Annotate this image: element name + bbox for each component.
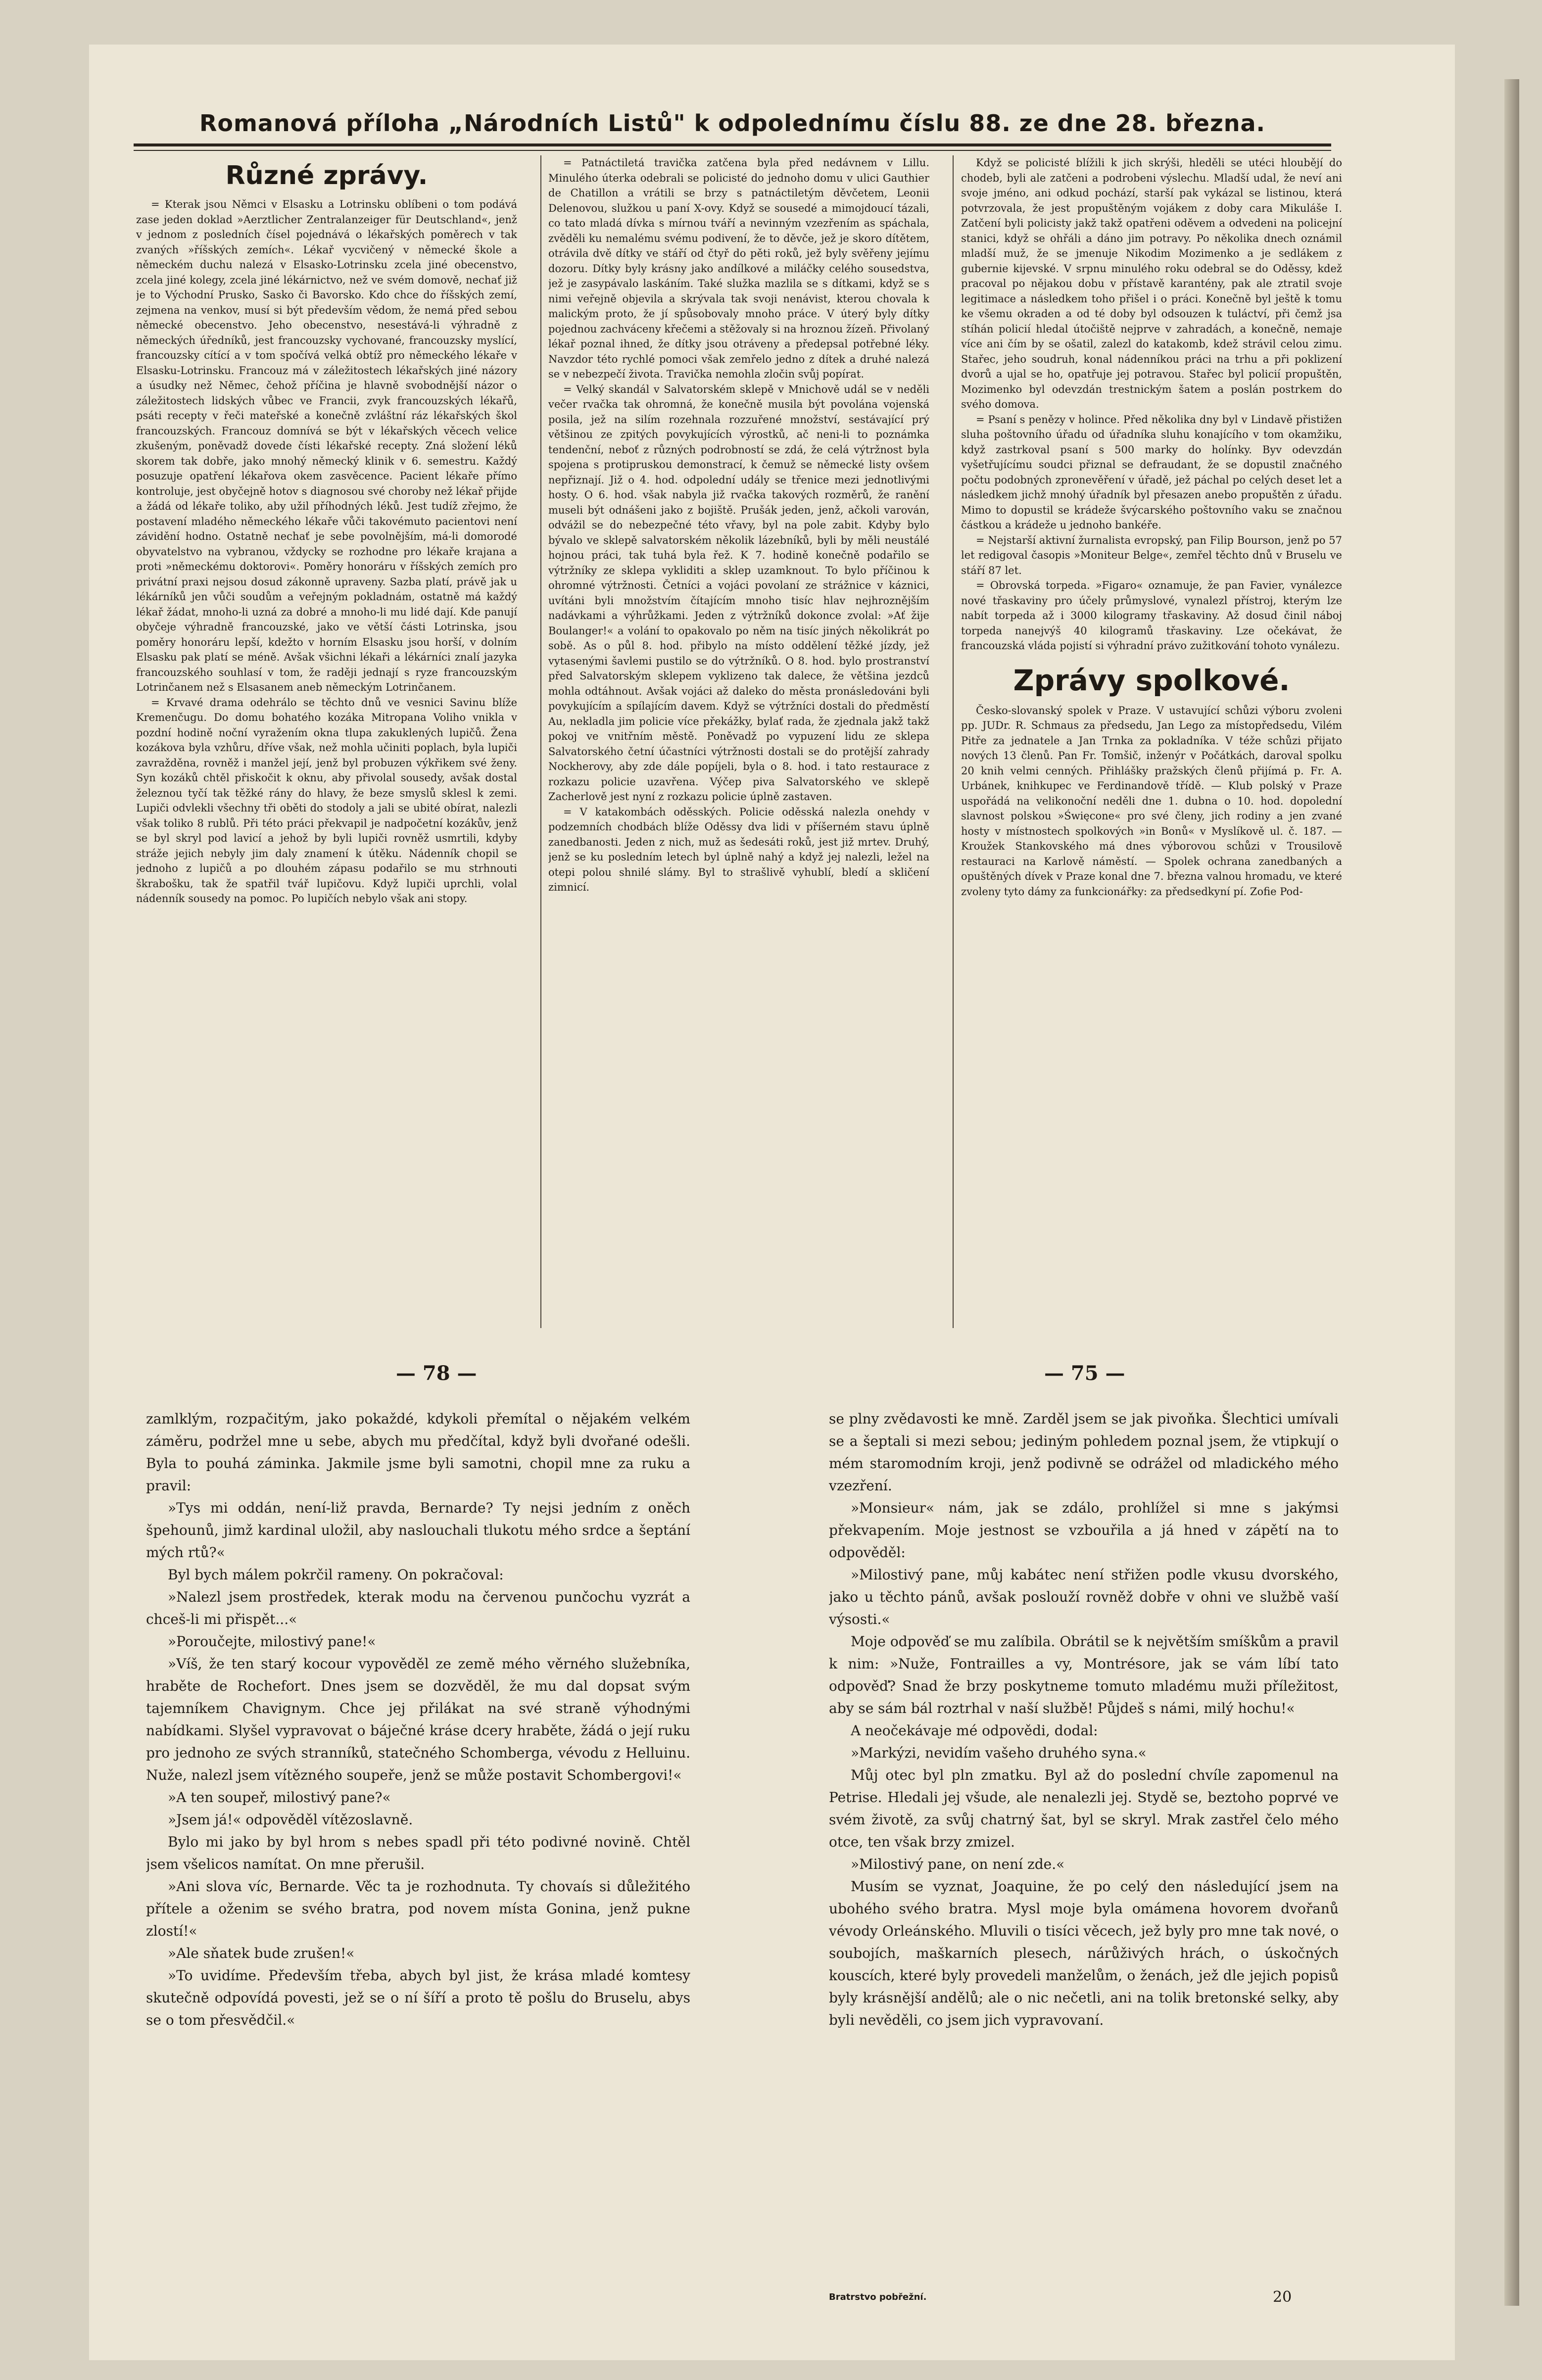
article: Když se policisté blížili k jich skrýši, hleděli se utéci hloubějí do chodeb, byli ale zatčeni a podrobeni výslechu. Mladší udal, že neví ani svoje jméno, ani odkud pochází, starší pak vykázal se listinou, která potvrzovala, že jest propuštěným vojákem z doby cara Mikuláše I. Zatčení byli policisty jakž takž opatřeni oděvem a odvedeni na policejní stanici, když se ohřáli a dáno jim potravy. Po několika dnech oznámil mladší muž, že se jmenuje Nikodim Mozimenko a je sedlákem z gubernie kijevské. V srpnu minulého roku odebral se do Oděssy, kdež pracoval po nějakou dobu v přístavě karantény, pak ale ztratil svoje legitimace a následkem toho přišel i o práci. Konečně byl ještě k tomu ke všemu okraden a od té doby byl odsouzen k tuláctví, při čemž jsa stíhán policií hledal útočiště nejprve v zahradách, a konečně, nemaje více ani čím by se ošatil, zalezl do katakomb, kdež strávil celou zimu. Stařec, jeho soudruh, konal nádenníkou práci na trhu a při poklizení dvorů a ujal se ho, opatřuje jej potravou. Stařec byl policií propuštěn, Mozimenko byl odevzdán trestnickým šatem a poslán postrkem do svého domova. — [961, 157, 1342, 410]
paragraph: Moje odpověď se mu zalíbila. Obrátil se k největším smíškům a pravil k nim: »Nuže, Fontrailles a vy, Montrésore, jak se vám líbí tato odpověď? Snad že brzy poskytneme tomuto mladému muži příležitost, aby se sám bál roztrhal v naší službě! Půjdeš s námi, milý hochu!« — [829, 1633, 1339, 1716]
paragraph: »Tys mi oddán, není-liž pravda, Bernarde? Ty nejsi jedním z oněch špehounů, jimž kardinal uložil, aby naslouchali tlukotu mého srdce a šeptání mých rtů?« — [146, 1500, 690, 1561]
article: = Velký skandál v Salvatorském sklepě v Mnichově udál se v neděli večer rvačka tak ohromná, že konečně musila být povolána vojenská posila, jež na silím rozehnala rozzuřené množství, sestávající prý většinou ze zpitých povykujících výrostků, ač neni-li to poznámka tendenční, neboť z různých podrobností se zdá, že celá výtržnost byla spojena s protipruskou demonstrací, k čemuž se německé listy ovšem nepřiznají. Již o 4. hod. odpolední udály se třenice mezi jednotlivými hosty. O 6. hod. však nabyla již rvačka takových rozměrů, že ranění museli být odnášeni jako z bojiště. Prušák jeden, jenž, ačkoli varován, odvážil se do nebezpečné této vřavy, byl na pole zabit. Kdyby bylo bývalo ve sklepě salvatorském několik lázebníků, byli by měli neustálé hojnou práci, tak tuhá byla řež. K 7. hodině konečně podařilo se výtržníky ze sklepa vykliditi a sklep uzamknout. To bylo příčinou k ohromné výtržnosti. Četníci a vojáci povolaní ze strážnice v káznici, uvítáni byli množstvím čítajícím mnoho tisíc hlav nejhroznějším nadávkami a výhrůžkami. Jeden z výtržníků dokonce zvolal: »Ať žije Boulanger!« a volání to opakovalo po něm na tisíc jiných několikrát po sobě. As o půl 8. hod. přibylo na místo oddělení těžké jízdy, jež vytasenými šavlemi pustilo se do výtržníků. O 8. hod. bylo prostranství před Salvatorským sklepem vyklizeno tak dalece, že většina jezdců mohla odtáhnout. Avšak vojáci až daleko do města pronásledováni byli povykujícím a spílajícím davem. Když se výtržníci dostali do předměstí Au, nekladla jim policie více překážky, bylať rada, že zjednala jakž takž pokoj ve vnitřním městě. Poněvadž po vypuzení lidu ze sklepa Salvatorského četní účastníci výtržnosti dostali se do protější zahrady Nockherovy, aby zde dále popíjeli, byla o 8. hod. i tato restaurace z rozkazu policie uzavřena. Výčep piva Salvatorského ve sklepě Zacherlově jest nyní z rozkazu policie úplně zastaven. — [548, 383, 929, 803]
paragraph: zamlklým, rozpačitým, jako pokaždé, kdykoli přemítal o nějakém velkém záměru, podržel mne u sebe, abych mu předčítal, když byli dvořané odešli. Byla to pouhá záminka. Jakmile jsme byli samotni, chopil mne za ruku a pravil: — [146, 1411, 690, 1494]
binding-edge — [1504, 79, 1519, 2306]
column-2 — [548, 155, 929, 1328]
paragraph: Můj otec byl pln zmatku. Byl až do poslední chvíle zapomenul na Petrise. Hledali jej všude, ale nenalezli jej. Stydě se, beztoho poprvé ve svém životě, za svůj chatrný šat, byl se skryl. Mrak zastřel čelo mého otce, ten však brzy zmizel. — [829, 1767, 1339, 1850]
paragraph: »Milostivý pane, můj kabátec není střižen podle vkusu dvorského, jako u těchto pánů, avšak poslouží rovněž dobře v ohni ve službě vaší výsosti.« — [829, 1567, 1339, 1627]
footer-title: Bratrstvo pobřežní. — [829, 2292, 927, 2302]
page-number-left: — 78 — — [396, 1362, 477, 1385]
section-title-ruzne: Různé zprávy. — [225, 161, 428, 190]
paragraph: »Víš, že ten starý kocour vypověděl ze země mého věrného služebníka, hraběte de Rochefort. Dnes jsem se dozvěděl, že mu dal dopsat svým tajemníkem Chavignym. Chce jej přilákat na své straně výhodnými nabídkami. Slyšel vypravovat o báječné kráse dcery hraběte, žádá o její ruku pro jednoho ze svých stranníků, statečného Schomberga, vévodu z Helluinu. Nuže, nalezl jsem vítězného soupeře, jenž se může postavit Schombergovi!« — [146, 1656, 690, 1783]
masthead-rule-thin — [134, 150, 1331, 151]
column-3 — [961, 155, 1342, 1328]
paragraph: »Markýzi, nevidím vašeho druhého syna.« — [851, 1745, 1147, 1761]
masthead: Romanová příloha „Národních Listů" k odpolednímu číslu 88. ze dne 28. března. — [199, 110, 1266, 137]
column-divider — [953, 155, 954, 1328]
article: = Patnáctiletá travička zatčena byla před nedávnem v Lillu. Minulého úterka odebrali se policisté do jednoho domu v ulici Gauthier de Chatillon a vrátili se brzy s patnáctiletým děvčetem, Leonii Delenovou, služkou u paní X-ovy. Když se sousedé a mimojdoucí tázali, co tato mladá dívka s mírnou tváří a nevinným vzezřením as spáchala, zvěděli ku nemalému svému podivení, že to děvče, jež je skoro dítětem, otrávila dvě dítky ve stáří od čtyř do pěti roků, jež byly svěřeny jejímu dozoru. Dítky byly krásny jako andílkové a miláčky celého sousedstva, jež je zasypávalo laskáním. Také služka mazlila se s dítkami, když se s nimi veřejně objevila a skrývala tak svoji nenávist, kterou chovala k malickým proto, že jí spůsobovaly mnoho práce. V úterý byly dítky pojednou zachváceny křečemi a stěžovaly si na hroznou žízeň. Přivolaný lékař poznal ihned, že dítky jsou otráveny a předepsal potřebné léky. Navzdor této rychlé pomoci však zemřelo jedno z dítek a druhé nalezá se v nebezpečí života. Travička nemohla zločin svůj popírat. — [548, 157, 929, 380]
paragraph: »Ani slova víc, Bernarde. Věc ta je rozhodnuta. Ty chovaís si důležitého přítele a oženim se svého bratra, pod novem místa Gonina, jenž pukne zlostí!« — [146, 1878, 690, 1939]
paragraph: »Poroučejte, milostivý pane!« — [168, 1633, 376, 1650]
paragraph: »Nalezl jsem prostředek, kterak modu na červenou punčochu vyzrát a chceš-li mi přispět...« — [146, 1589, 690, 1627]
article: = V katakombách oděsských. Policie oděsská nalezla onehdy v podzemních chodbách blíže Oděssy dva lidi v příšerném stavu úplně zanedbanosti. Jeden z nich, muž as šedesáti roků, jest již mrtev. Druhý, jenž se ku posledním letech byl úplně nahý a když jej nalezli, ležel na otepi polou shnilé slámy. Byl to strašlivě vyhublí, bledí a skličení zimnicí. — [548, 806, 929, 893]
paragraph: »A ten soupeř, milostivý pane?« — [168, 1789, 391, 1806]
paragraph: A neočekávaje mé odpovědi, dodal: — [851, 1722, 1098, 1739]
paragraph: »To uvidíme. Především třeba, abych byl jist, že krása mladé komtesy skutečně odpovídá povesti, jež se o ní šíří a proto tě pošlu do Bruselu, abys se o tom přesvědčil.« — [146, 1967, 690, 2028]
paragraph: »Ale sňatek bude zrušen!« — [168, 1945, 355, 1961]
footer-sheet-number: 20 — [1273, 2288, 1292, 2306]
article: = Psaní s penězy v holince. Před několika dny byl v Lindavě přistižen sluha poštovního úřadu od úřadníka sluhu konajícího v tom okamžiku, když zastrkoval psaní s 500 marky do holínky. Byv odevzdán vyšetřujícímu soudci přiznal se defraudant, že se dopustil značného počtu podobných zpronevěření v úřadě, jež páchal po celých deset let a následkem jichž mnohý úřadník byl přesazen anebo propuštěn z úřadu. Mimo to dopustil se krádeže švýcarského poštovního vaku se značnou částkou a krádeže u jednoho bankéře. — [961, 413, 1342, 531]
page-number-right: — 75 — — [1044, 1362, 1125, 1385]
masthead-rule — [134, 143, 1331, 146]
article: Česko-slovanský spolek v Praze. V ustavující schůzi výboru zvoleni pp. JUDr. R. Schmaus za předsedu, Jan Lego za místopředsedu, Vilém Pitře za jednatele a Jan Trnka za pokladníka. V téže schůzi přijato nových 13 členů. Pan Fr. Tomšič, inženýr v Počátkách, daroval spolku 20 knih velmi cenných. Přihlášky pražských členů přijímá p. Fr. A. Urbánek, knihkupec ve Ferdinandově třídě. — Klub polský v Praze uspořádá na velikonoční neděli dne 1. dubna o 10. hod. dopolední slavnost polskou »Święcone« pro své členy, jich rodiny a jen zvané hosty v místnostech spolkových »in Bonů« v Myslíkově ul. č. 187. — Kroužek Stankovského má dnes výborovou schůzi v Trousilově restauraci na Karlově náměstí. — Spolek ochrana zanedbaných a opuštěných dívek v Praze konal dne 7. března valnou hromadu, ve které zvoleny tyto dámy za funkcionářky: za předsedkyní pí. Zofie Pod- — [961, 704, 1342, 898]
section-title-spolkove: Zprávy spolkové. — [1013, 663, 1290, 697]
paragraph: Musím se vyznat, Joaquine, že po celý den následující jsem na ubohého svého bratra. Mysl moje byla omámena hovorem dvořanů vévody Orleánského. Mluvili o tisíci věcech, jež byly pro mne tak nové, o soubojích, maškarních plesech, nárůživých hrách, o úskočných kouscích, které byly provedeli manželům, o ženách, jež dle jejich popisů byly krásnější andělů; ale o nic nečetli, ani na tolik bretonské selky, aby byli nevěděli, co jsem jich vypravovaní. — [829, 1878, 1339, 2028]
article: = Krvavé drama odehrálo se těchto dnů ve vesnici Savinu blíže Kremenčugu. Do domu bohatého kozáka Mitropana Voliho vnikla v pozdní hodině noční vyražením okna tlupa zakuklených lupičů. Žena kozákova byla vzhůru, dříve však, než mohla učiniti poplach, byla lupiči zavražděna, rovněž i manžel její, jenž byl probuzen výkřikem své ženy. Syn kozáků chtěl přiskočit k oknu, aby přivolal sousedy, avšak dostal železnou tyčí tak těžké rány do hlavy, že beze smyslů sklesl k zemi. Lupiči odvlekli všechny tři oběti do stodoly a jali se ubité obírat, nalezli však toliko 8 rublů. Při této práci překvapil je nadpočetní kozákův, jenž se byl skryl pod lavicí a jehož by byli lupiči rovněž usmrtili, kdyby stráže jejich nebyly jim daly znamení k útěku. Nádenník chopil se jednoho z lupičů a po dlouhém zápasu podařilo se mu strhnouti škrabošku, tak že spatřil tvář lupičovu. Když lupiči uprchli, volal nádenník sousedy na pomoc. Po lupičích nebylo však ani stopy. — [136, 696, 517, 904]
paragraph: Bylo mi jako by byl hrom s nebes spadl při této podivné novině. Chtěl jsem všelicos namítat. On mne přerušil. — [146, 1834, 690, 1872]
article: = Obrovská torpeda. »Figaro« oznamuje, že pan Favier, vynálezce nové třaskaviny pro účely průmyslové, vynalezl přístroj, kterým lze nabít torpeda až i 3000 kilogramy třaskaviny. Až dosud činil náboj torpeda nanejvýš 40 kilogramů třaskaviny. Lze očekávat, že francouzská vláda pojistí si výhradní právo zužitkování tohoto vynálezu. — [961, 579, 1342, 652]
paragraph: »Jsem já!« odpověděl vítězoslavně. — [168, 1811, 413, 1828]
paragraph: se plny zvědavosti ke mně. Zarděl jsem se jak pivoňka. Šlechtici umívali se a šeptali si mezi sebou; jediným pohledem poznal jsem, že vtipkují o mém staromodním kroji, jenž podivně se odrážel od mladického mého vzezření. — [829, 1411, 1339, 1494]
novel-page-right — [829, 1408, 1339, 2308]
paragraph: Byl bych málem pokrčil rameny. On pokračoval: — [168, 1567, 504, 1583]
column-divider — [540, 155, 541, 1328]
article: = Nejstarší aktivní žurnalista evropský, pan Filip Bourson, jenž po 57 let redigoval časopis »Moniteur Belge«, zemřel těchto dnů v Bruselu ve stáří 87 let. — [961, 534, 1342, 576]
novel-page-left — [146, 1408, 690, 2308]
column-1 — [136, 155, 517, 1328]
article: = Kterak jsou Němci v Elsasku a Lotrinsku oblíbeni o tom podává zase jeden doklad »Aerztlicher Zentralanzeiger für Deutschland«, jenž v jednom z posledních čísel pojednává o lékařských poměrech v tak zvaných »říšských zemích«. Lékař vycvičený v německé škole a německém duchu nalezá v Elsasko-Lotrinsku zcela jiné obecenstvo, zcela jiné kolegy, zcela jiné lékárnictvo, než ve svém domově, nechať již je to Východní Prusko, Sasko či Bavorsko. Kdo chce do říšských zemí, zejmena na venkov, musí si být především vědom, že nemá před sebou německé obecenstvo. Jeho obecenstvo, nesestává-li výhradně z německých úředníků, jest francouzsky vychované, francouzsky myslící, francouzsky cítící a v tom spočívá velká obtíž pro německého lékaře v Elsasku-Lotrinsku. Francouz má v záležitostech lékařských jiné názory a úsudky než Němec, čehož příčina je hlavně svobodnější názor o záležitostech lidských vůbec ve Francii, zvyk francouzských lékařů, psáti recepty v řeči mateřské a konečně zvláštní ráz lékařských škol francouzských. Francouz domnívá se být v lékařských věcech velice zkušeným, poněvadž dovede čísti lékařské recepty. Zná složení léků skorem tak dobře, jako mnohý německý klinik v 6. semestru. Každý posuzuje opatření lékařova okem zasvěcence. Pacient lékaře přímo kontroluje, jest obyčejně hotov s diagnosou své choroby než lékař přijde a žádá od lékaře toliko, aby užil příhodných léků. Jest tudíž zřejmo, že postavení mladého německého lékaře vůči takovémuto pacientovi není závidění hodno. Ostatně nechať je sebe povolnějším, má-li domorodé obyvatelstvo na vybranou, vždycky se rozhodne pro lékaře krajana a proti »německému doktorovi«. Poměry honoráru v říšských zemích pro privátní praxi nejsou dosud zákonně upraveny. Sazba platí, právě jak u lékárníků jen vůči soudům a veřejným pokladnám, ostatně má každý lékař žádat, mnoho-li uzná za dobré a mnoho-li mu lidé dají. Kde panují obyčeje výhradně francouzské, jako ve větší části Lotrinska, jsou poměry honoráru lepší, kdežto v horním Elsasku jsou horší, v dolním Elsasku pak platí se méně. Avšak všichni lékaři a lékárníci znalí jazyka francouzského souhlasí v tom, že raději jednají s ryze francouzským Lotrinčanem než s Elsasanem aneb německým Lotrinčanem. — [136, 198, 517, 693]
paragraph: »Monsieur« nám, jak se zdálo, prohlížel si mne s jakýmsi překvapením. Moje jestnost se vzbouřila a já hned v zápětí na to odpověděl: — [829, 1500, 1339, 1561]
paragraph: »Milostivý pane, on není zde.« — [851, 1856, 1065, 1872]
